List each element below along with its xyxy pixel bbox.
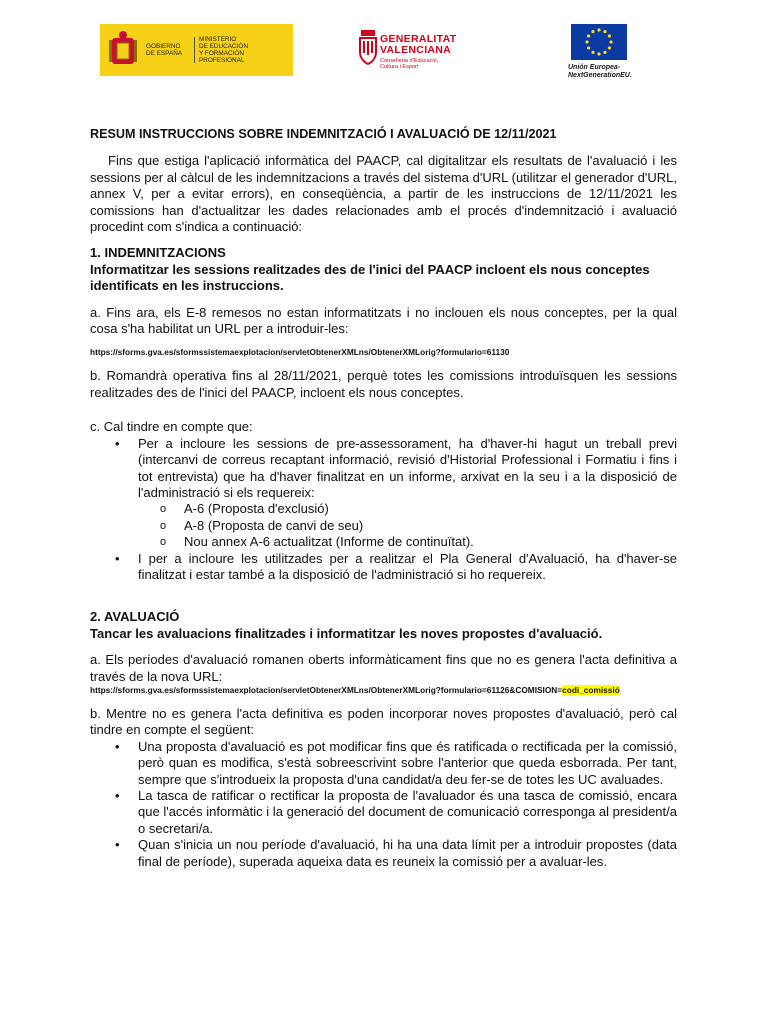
- section1-item-c: c. Cal tindre en compte que:: [90, 419, 253, 435]
- circle-bullet-icon: o: [160, 536, 167, 549]
- bullet-text: La tasca de ratificar o rectificar la proposta de l'avaluador és una tasca de comissió, encara que l'accés informàtic i la generació del document de comunicació corresponga al president/a o secretari/a.: [138, 788, 677, 836]
- gobierno-espana-logo: [100, 24, 293, 76]
- eu-line2: NextGenerationEU.: [568, 72, 632, 79]
- bullet-icon: •: [115, 837, 120, 853]
- circle-bullet-icon: o: [160, 519, 167, 532]
- gva-sub2: Cultura i Esport: [380, 64, 419, 71]
- section2-bullet-list: [90, 739, 677, 870]
- bullet-icon: •: [115, 738, 120, 754]
- section1-subheading: Informatitzar les sessions realitzades des de l'inici del PAACP incloent els nous conceptes identificats en les instruccions.: [90, 261, 650, 294]
- sub-item-text: A-8 (Proposta de canvi de seu): [184, 517, 364, 533]
- list-item: [138, 501, 677, 517]
- ministerio-line2: DE EDUCACIÓN: [199, 42, 249, 50]
- union-europea-logo: [568, 24, 638, 80]
- bullet-text: Una proposta d'avaluació es pot modificar fins que és ratificada o rectificada per la comissió, però quan es modifica, s'està sobreescrivint sobre l'anterior que queda esborrada. Per tant, sempre que s'introdueix la proposta d'una candidat/a deu fer-se de totes les UC avaluades.: [138, 738, 677, 787]
- list-item: [90, 837, 677, 870]
- bullet-text: Quan s'inicia un nou període d'avaluació, hi ha una data límit per a introduir propostes (data final de període), superada aqueixa data es reuneix la comissió per a avaluar-les.: [138, 837, 677, 869]
- avaluacio-url-text: https://sforms.gva.es/sformssistemaexplotacion/servletObtenerXMLns/ObtenerXMLorig?formulario=61126&COMISION=: [90, 684, 563, 695]
- intro-paragraph: Fins que estiga l'aplicació informàtica del PAACP, cal digitalitzar els resultats de l'avaluació i les sessions per al càlcul de les indemnitzacions a través del sistema d'URL (utilitzar el generador d'URL, annex V, per a evitar errors), en conseqüència, a partir de les instruccions de 12/11/2021 les comissions han d'actualitzar les dades relacionades amb el procés d'indemnització i avaluació procedint com s'indica a continuació:: [90, 153, 677, 235]
- gva-sub1: Conselleria d'Educació,: [380, 58, 439, 64]
- document-body: [90, 126, 677, 870]
- list-item: [138, 518, 677, 534]
- sub-item-text: Nou annex A-6 actualitzat (Informe de continuïtat).: [184, 534, 474, 550]
- bullet-icon: •: [115, 435, 120, 451]
- list-item: [90, 788, 677, 837]
- section2-heading: 2. AVALUACIÓ: [90, 609, 180, 625]
- gva-emblem-icon: [358, 28, 378, 68]
- generalitat-valenciana-logo: [358, 26, 458, 82]
- list-item: [90, 551, 677, 584]
- gobierno-line1: GOBIERNO: [146, 42, 181, 50]
- bullet-icon: •: [115, 550, 120, 566]
- bullet-icon: •: [115, 788, 120, 803]
- section1-heading: 1. INDEMNITZACIONS: [90, 245, 226, 261]
- circle-bullet-icon: o: [160, 503, 167, 516]
- sub-item-text: A-6 (Proposta d'exclusió): [184, 501, 329, 517]
- indemnitzacions-url-link[interactable]: https://sforms.gva.es/sformssistemaexplotacion/servletObtenerXMLns/ObtenerXMLorig?formulario=61130: [90, 347, 510, 358]
- bullet-text: I per a incloure les utilitzades per a realitzar el Pla General d'Avaluació, ha d'haver-se finalitzat i estar també a la disposició de l'administració si ho requereix.: [138, 550, 677, 582]
- coat-of-arms-icon: [100, 24, 146, 76]
- eu-flag-icon: [571, 24, 627, 60]
- bullet-text: Per a incloure les sessions de pre-assessorament, ha d'haver-hi hagut un treball previ (intercanvi de correus recaptant informació, revisió d'Historial Professional i Formatiu i fins i tot entrevista) que ha d'haver finalitzat en un informe, arxivat en la seu i a la disposició de l'administració si els requereix:: [138, 435, 677, 500]
- section2-item-b: b. Mentre no es genera l'acta definitiva es poden incorporar noves propostes d'avaluació, però cal tindre en compte el següent:: [90, 705, 677, 738]
- sub-list: [138, 501, 677, 550]
- gva-line2: VALENCIANA: [380, 44, 452, 56]
- section2-item-a: a. Els períodes d'avaluació romanen oberts informàticament fins que no es genera l'acta definitiva a través de la nova URL:: [90, 652, 677, 684]
- gobierno-line2: DE ESPAÑA: [146, 50, 183, 57]
- list-item: [90, 739, 677, 788]
- avaluacio-url-link[interactable]: [90, 685, 677, 696]
- list-item: [90, 436, 677, 551]
- section1-item-b: b. Romandrà operativa fins al 28/11/2021, perquè totes les comissions introduïsquen les sessions realitzades des de l'inici del PAACP, incloent els nous conceptes.: [90, 368, 677, 400]
- eu-line1: Unión Europea-: [568, 64, 621, 71]
- section1-bullet-list: [90, 436, 677, 584]
- ministerio-line1: MINISTERIO: [199, 35, 237, 43]
- logo-divider: [194, 37, 195, 63]
- section2-subheading: Tancar les avaluacions finalitzades i informatitzar les noves propostes d'avaluació.: [90, 625, 603, 641]
- gva-line1: GENERALITAT: [380, 33, 457, 45]
- list-item: [138, 534, 677, 550]
- document-title: RESUM INSTRUCCIONS SOBRE INDEMNITZACIÓ I AVALUACIÓ DE 12/11/2021: [90, 127, 557, 141]
- section1-item-a: a. Fins ara, els E-8 remesos no estan informatitzats i no inclouen els nous conceptes, per la qual cosa s'ha habilitat un URL per a introduir-les:: [90, 304, 677, 337]
- codi-comissio-highlight: codi_comissió: [562, 684, 620, 695]
- ministerio-line3: Y FORMACIÓN PROFESIONAL: [199, 50, 245, 65]
